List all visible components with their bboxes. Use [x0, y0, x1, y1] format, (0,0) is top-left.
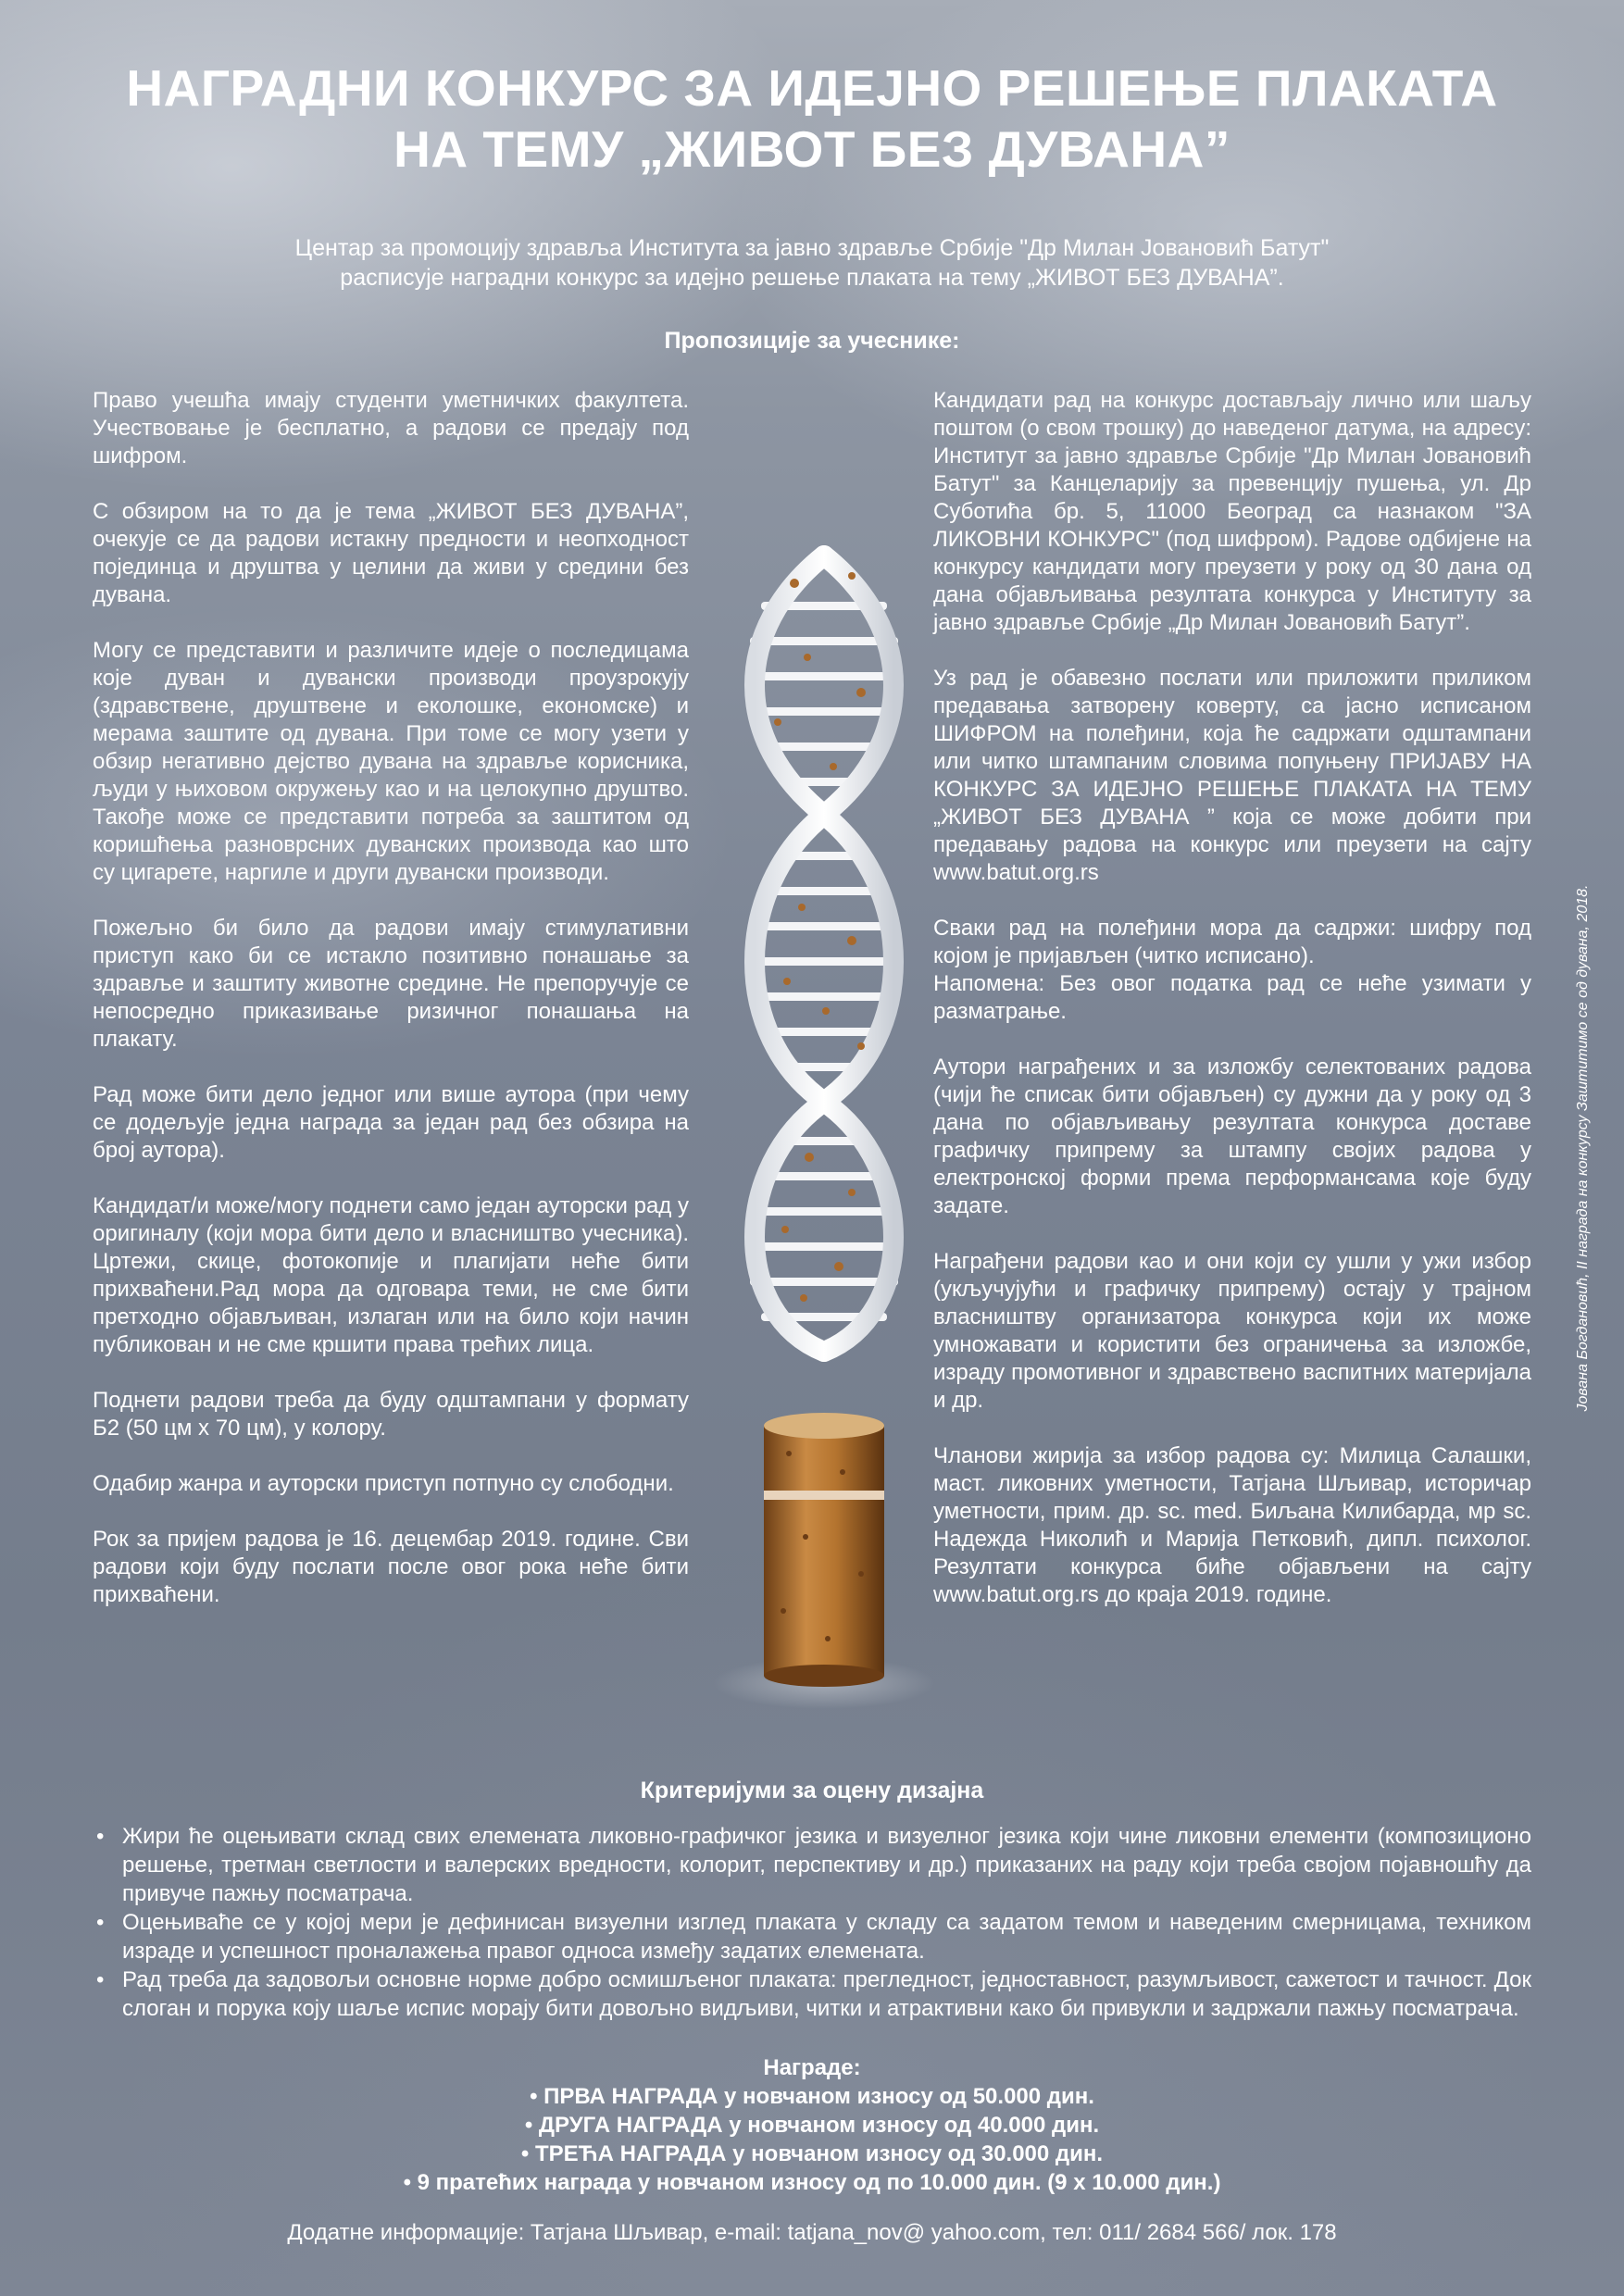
paragraph: Рок за пријем радова је 16. децембар 2019. године. Сви радови који буду послати после овог рока неће бити прихваћени.	[93, 1527, 689, 1607]
dna-rungs	[746, 602, 902, 1321]
tobacco-specks	[774, 572, 866, 1302]
award-item: • ДРУГА НАГРАДА у новчаном износу од 40.000 дин.	[524, 2113, 1100, 2138]
award-item: • ПРВА НАГРАДА у новчаном износу од 50.000 дин.	[530, 2084, 1094, 2109]
awards-section	[0, 2053, 1624, 2197]
side-credit-text: Јована Богдановић, II награда на конкурсу Заштитимо се од дувана, 2018.	[1575, 884, 1591, 1412]
criteria-list	[93, 1822, 1531, 2023]
list-item: • Оцењиваће се у којој мери је дефинисан визуелни изглед плаката у складу са задатом темом и наведеним смерницама, техником израде и успешност проналажења правог односа између задатих елемената.	[93, 1908, 1531, 1965]
paragraph: Пожељно би било да радови имају стимулативни приступ како би се истакло позитивно понашање за здравље и заштиту животне средине. Не препоручује се непосредно приказивање ризичног понашања на плакату.	[93, 916, 689, 1052]
intro-line-2: расписује наградни конкурс за идејно решење плаката на тему „ЖИВОТ БЕЗ ДУВАНА”.	[340, 265, 1284, 291]
paragraph: Уз рад је обавезно послати или приложити приликом предавања затворену коверту, са јасно исписаном ШИФРОМ на полеђини, која ће садржати одштампани или читко штампаним словима попуњену ПРИЈАВУ НА КОНКУРС ЗА ИДЕЈНО РЕШЕЊЕ ПЛАКАТА НА ТЕМУ „ЖИВОТ БЕЗ ДУВАНА ” која се може добити при предавању радова на конкурс или преузети на сајту www.batut.org.rs	[933, 666, 1531, 885]
title-line-1: НАГРАДНИ КОНКУРС ЗА ИДЕЈНО РЕШЕЊЕ ПЛАКАТА	[126, 59, 1498, 117]
intro-text	[139, 233, 1485, 293]
dna-cigarette-illustration	[713, 518, 935, 1741]
paragraph: Аутори награђених и за изложбу селектованих радова (чији ће списак бити објављен) су дужни да у року од 3 дана по објављивању резултата конкурса доставе графичку припрему за штампу својих радова у електронској форми према перформансама које буду задате.	[933, 1054, 1531, 1218]
paragraph: С обзиром на то да је тема „ЖИВОТ БЕЗ ДУВАНА”, очекује се да радови истакну предности и неопходност појединца и друштва у целини да живи у средини без дувана.	[93, 499, 689, 607]
cigarette-filter	[764, 1413, 884, 1687]
paragraph: Одабир жанра и ауторски приступ потпуно су слободни.	[93, 1471, 674, 1496]
paragraph: Поднети радови треба да буду одштампани у формату Б2 (50 цм x 70 цм), у колору.	[93, 1388, 689, 1441]
criteria-heading: Критеријуми за оцену дизајна	[640, 1778, 984, 1803]
award-item: • ТРЕЋА НАГРАДА у новчаном износу од 30.000 дин.	[520, 2141, 1104, 2166]
list-item: • Рад треба да задовољи основне норме добро осмишљеног плаката: прегледност, једноставност, разумљивост, сажетост и тачност. Док слоган и порука коју шаље испис морају бити довољно видљиви, читки и атрактивни како би привукли и задржали пажњу посматрача.	[93, 1965, 1531, 2023]
contact-info: Додатне информације: Татјана Шљивар, e-mail: tatjana_nov@ yahoo.com, тел: 011/ 2684 566/ лок. 178	[287, 2220, 1337, 2245]
right-column	[933, 387, 1531, 1637]
paragraph: Рад може бити дело једног или више аутора (при чему се додељује једна награда за један рад без обзира на број аутора).	[93, 1082, 689, 1163]
paragraph: Чланови жирија за избор радова су: Милица Салашки, маст. ликовних уметности, Татјана Шљивар, историчар уметности, прим. др. sc. med. Биљана Килибарда, мр sc. Надежда Николић и Марија Петковић, дипл. психолог. Резултати конкурса биће објављени на сајту www.batut.org.rs до краја 2019. године.	[933, 1443, 1531, 1607]
paragraph: Сваки рад на полеђини мора да садржи: шифру под којом је пријављен (читко исписано).	[933, 916, 1531, 968]
paragraph: Кандидати рад на конкурс достављају лично или шаљу поштом (о свом трошку) до наведеног датума, на адресу: Институт за јавно здравље Србије "Др Милан Јовановић Батут" за Канцеларију за превенцију пушења, ул. Др Суботића бр. 5, 11000 Београд са назнаком "ЗА ЛИКОВНИ КОНКУРС" (под шифром). Радове одбијене на конкурсу кандидати могу преузети у року од 30 дана од дана објављивања резултата конкурса у Институту за јавно здравље Србије „Др Милан Јовановић Батут”.	[933, 388, 1531, 635]
propositions-heading: Пропозиције за учеснике:	[664, 328, 960, 354]
side-credit	[1569, 884, 1597, 1412]
poster-title	[0, 57, 1624, 180]
left-column	[93, 387, 689, 1637]
paragraph: Кандидат/и може/могу поднети само један ауторски рад у оригиналу (који мора бити дело и власништво учесника). Цртежи, скице, фотокопије и плагијати неће бити прихваћени.Рад мора да одговара теми, не сме бити претходно објављиван, излаган или на било који начин публикован и не сме кршити права трећих лица.	[93, 1193, 689, 1357]
title-line-2: НА ТЕМУ „ЖИВОТ БЕЗ ДУВАНА”	[394, 120, 1230, 178]
award-item: • 9 пратећих награда у новчаном износу од по 10.000 дин. (9 x 10.000 дин.)	[403, 2170, 1221, 2195]
paragraph: Могу се представити и различите идеје о последицама које дуван и дувански производи проузрокују (здравствене, друштвене и еколошке, економске) и мерама заштите од дувана. При томе се могу узети у обзир негативно дејство дувана на здравље корисника, људи у њиховом окружењу као и на целокупно друштво. Такође може се представити потреба за заштитом од коришћења разноврсних дуванских производа као што су цигарете, наргиле и други дувански производи.	[93, 638, 689, 885]
intro-line-1: Центар за промоцију здравља Института за јавно здравље Србије "Др Милан Јовановић Батут"	[294, 235, 1330, 261]
paragraph: Право учешћа имају студенти уметничких факултета. Учествовање је бесплатно, а радови се предају под шифром.	[93, 388, 689, 468]
note-paragraph: Напомена: Без овог податка рад се неће узимати у разматрање.	[933, 971, 1531, 1024]
paragraph: Награђени радови као и они који су ушли у ужи избор (укључујући и графичку припрему) остају у трајном власништву организатора конкурса који их може умножавати и користити без ограничења за изложбе, израду промотивног и здравствено васпитних материјала и др.	[933, 1249, 1531, 1413]
awards-heading: Награде:	[763, 2055, 861, 2080]
list-item: • Жири ће оцењивати склад свих елемената ликовно-графичког језика и визуелног језика који чине ликовни елементи (композиционо решење, третман светлости и валерских вредности, колорит, перспективу и др.) приказаних на раду који треба својом појавношћу да привуче пажњу посматрача.	[93, 1822, 1531, 1908]
